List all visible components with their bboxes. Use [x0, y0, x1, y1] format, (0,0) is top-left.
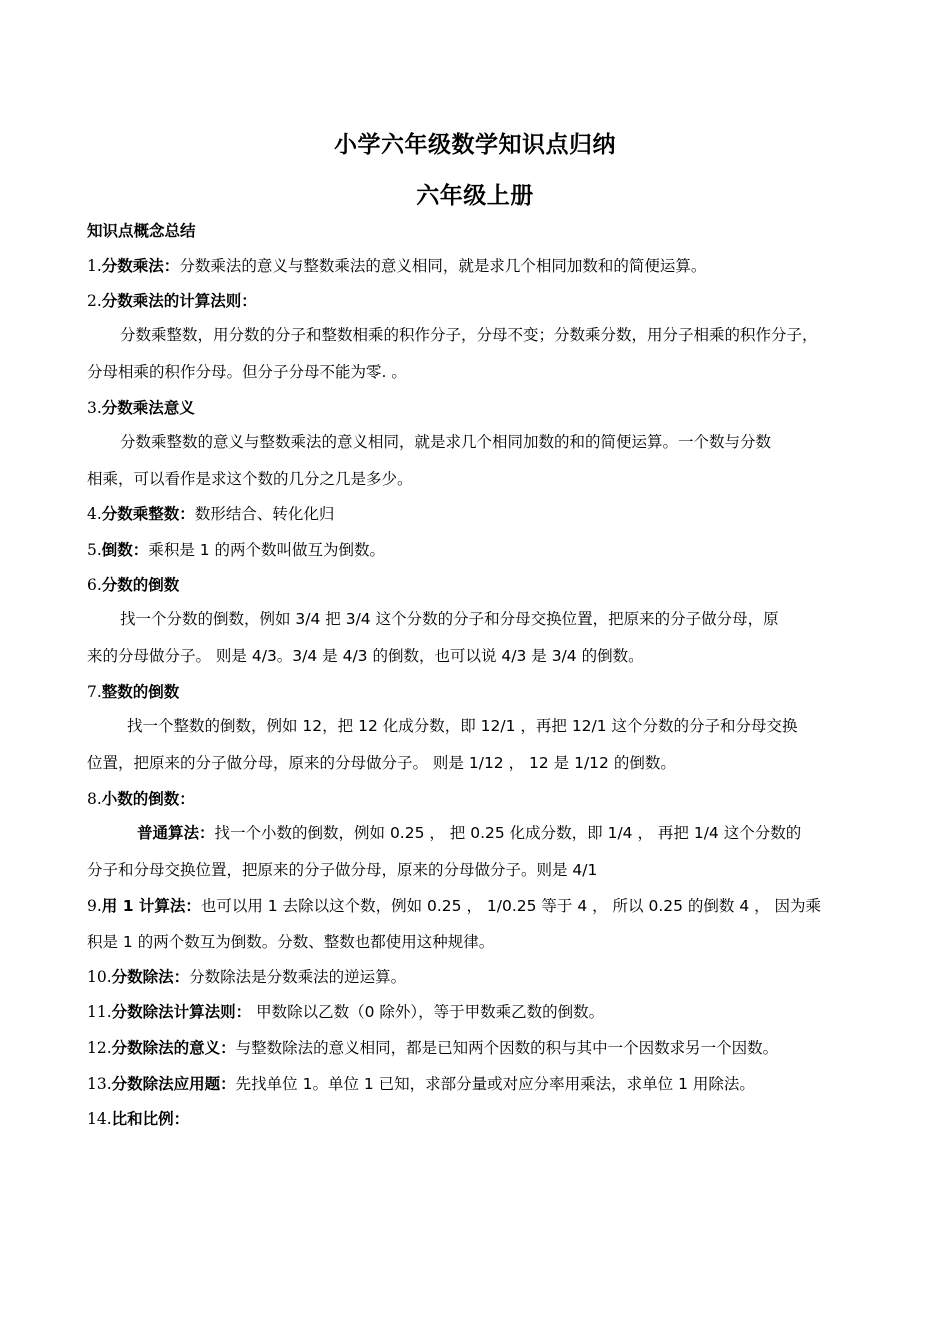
item-6: [87, 573, 870, 595]
item-number: 2.: [87, 292, 102, 310]
item-13: [87, 1072, 870, 1094]
item-14: [87, 1107, 870, 1129]
item-term: 分数除法：: [111, 968, 190, 986]
item-number: 14.: [87, 1110, 112, 1128]
paragraph-line: 分子和分母交换位置，把原来的分子做分母，原来的分母做分子。则是 4/1: [87, 861, 598, 879]
item-number: 4.: [87, 505, 102, 523]
item-number: 6.: [87, 576, 102, 594]
item-text: 先找单位 1。单位 1 已知，求部分量或对应分率用乘法，求单位 1 用除法。: [235, 1075, 755, 1093]
item-7: [87, 680, 870, 702]
document-subtitle: 六年级上册: [416, 183, 534, 209]
item-number: 10.: [87, 968, 112, 986]
item-term: 分数除法应用题：: [111, 1075, 236, 1093]
item-number: 3.: [87, 399, 102, 417]
item-term: 分数除法计算法则：: [111, 1003, 252, 1021]
paragraph-line: 找一个分数的倒数，例如 3/4 把 3/4 这个分数的分子和分母交换位置，把原来的分子做分母，原: [120, 610, 779, 628]
item-4: [87, 502, 870, 524]
item-text: 与整数除法的意义相同，都是已知两个因数的积与其中一个因数求另一个因数。: [235, 1039, 779, 1057]
paragraph-line: 找一个整数的倒数，例如 12，把 12 化成分数，即 12/1 ，再把 12/1 这个分数的分子和分母交换: [127, 717, 798, 735]
item-10: [87, 965, 870, 987]
paragraph-line: 分数乘整数的意义与整数乘法的意义相同，就是求几个相同加数的和的简便运算。一个数与分数: [120, 433, 772, 451]
item-text: 乘积是 1 的两个数叫做互为倒数。: [148, 541, 386, 559]
sub-term: 普通算法：: [137, 824, 215, 842]
item-5: [87, 538, 870, 560]
paragraph-line: 积是 1 的两个数互为倒数。分数、整数也都使用这种规律。: [87, 933, 495, 951]
item-term: 小数的倒数：: [101, 790, 195, 808]
item-12: [87, 1036, 870, 1058]
item-number: 9.: [87, 897, 102, 915]
section-heading: 知识点概念总结: [87, 222, 196, 240]
item-text: 分数除法是分数乘法的逆运算。: [189, 968, 407, 986]
item-term: 分数乘法意义: [101, 399, 195, 417]
item-number: 8.: [87, 790, 102, 808]
item-number: 12.: [87, 1039, 112, 1057]
item-term: 分数乘法：: [101, 257, 180, 275]
item-term: 分数的倒数: [101, 576, 180, 594]
item-term: 用 1 计算法：: [101, 897, 201, 915]
item-number: 5.: [87, 541, 102, 559]
item-term: 分数乘整数：: [101, 505, 195, 523]
item-2: [87, 289, 870, 311]
item-3: [87, 396, 870, 418]
item-number: 13.: [87, 1075, 112, 1093]
paragraph-line: 分母相乘的积作分母。但分子分母不能为零. 。: [87, 363, 407, 381]
item-11: [87, 1000, 870, 1022]
item-term: 比和比例：: [111, 1110, 190, 1128]
item-1: [87, 254, 870, 276]
item-text: 甲数除以乙数（0 除外），等于甲数乘乙数的倒数。: [251, 1003, 605, 1021]
item-8: [87, 787, 870, 809]
paragraph-line: 位置，把原来的分子做分母，原来的分母做分子。 则是 1/12 ， 12 是 1/12 的倒数。: [87, 754, 676, 772]
item-text: 也可以用 1 去除以这个数，例如 0.25 ， 1/0.25 等于 4 ， 所以 0.25 的倒数 4 ， 因为乘: [200, 897, 822, 915]
item-term: 倒数：: [101, 541, 149, 559]
item-9: [87, 894, 870, 916]
item-number: 1.: [87, 257, 102, 275]
item-term: 分数除法的意义：: [111, 1039, 236, 1057]
item-number: 7.: [87, 683, 102, 701]
item-term: 分数乘法的计算法则：: [101, 292, 257, 310]
document-title: 小学六年级数学知识点归纳: [334, 132, 616, 158]
item-text: 数形结合、转化化归: [194, 505, 335, 523]
paragraph-line: 来的分母做分子。 则是 4/3。3/4 是 4/3 的倒数，也可以说 4/3 是 3/4 的倒数。: [87, 647, 644, 665]
item-number: 11.: [87, 1003, 112, 1021]
sub-text: 找一个小数的倒数，例如 0.25 ， 把 0.25 化成分数，即 1/4 ， 再把 1/4 这个分数的: [214, 824, 802, 842]
paragraph-line: [87, 821, 870, 843]
item-text: 分数乘法的意义与整数乘法的意义相同，就是求几个相同加数和的简便运算。: [179, 257, 707, 275]
paragraph-line: 分数乘整数，用分数的分子和整数相乘的积作分子，分母不变；分数乘分数，用分子相乘的积作分子，: [120, 326, 818, 344]
item-term: 整数的倒数: [101, 683, 180, 701]
paragraph-line: 相乘，可以看作是求这个数的几分之几是多少。: [87, 470, 413, 488]
